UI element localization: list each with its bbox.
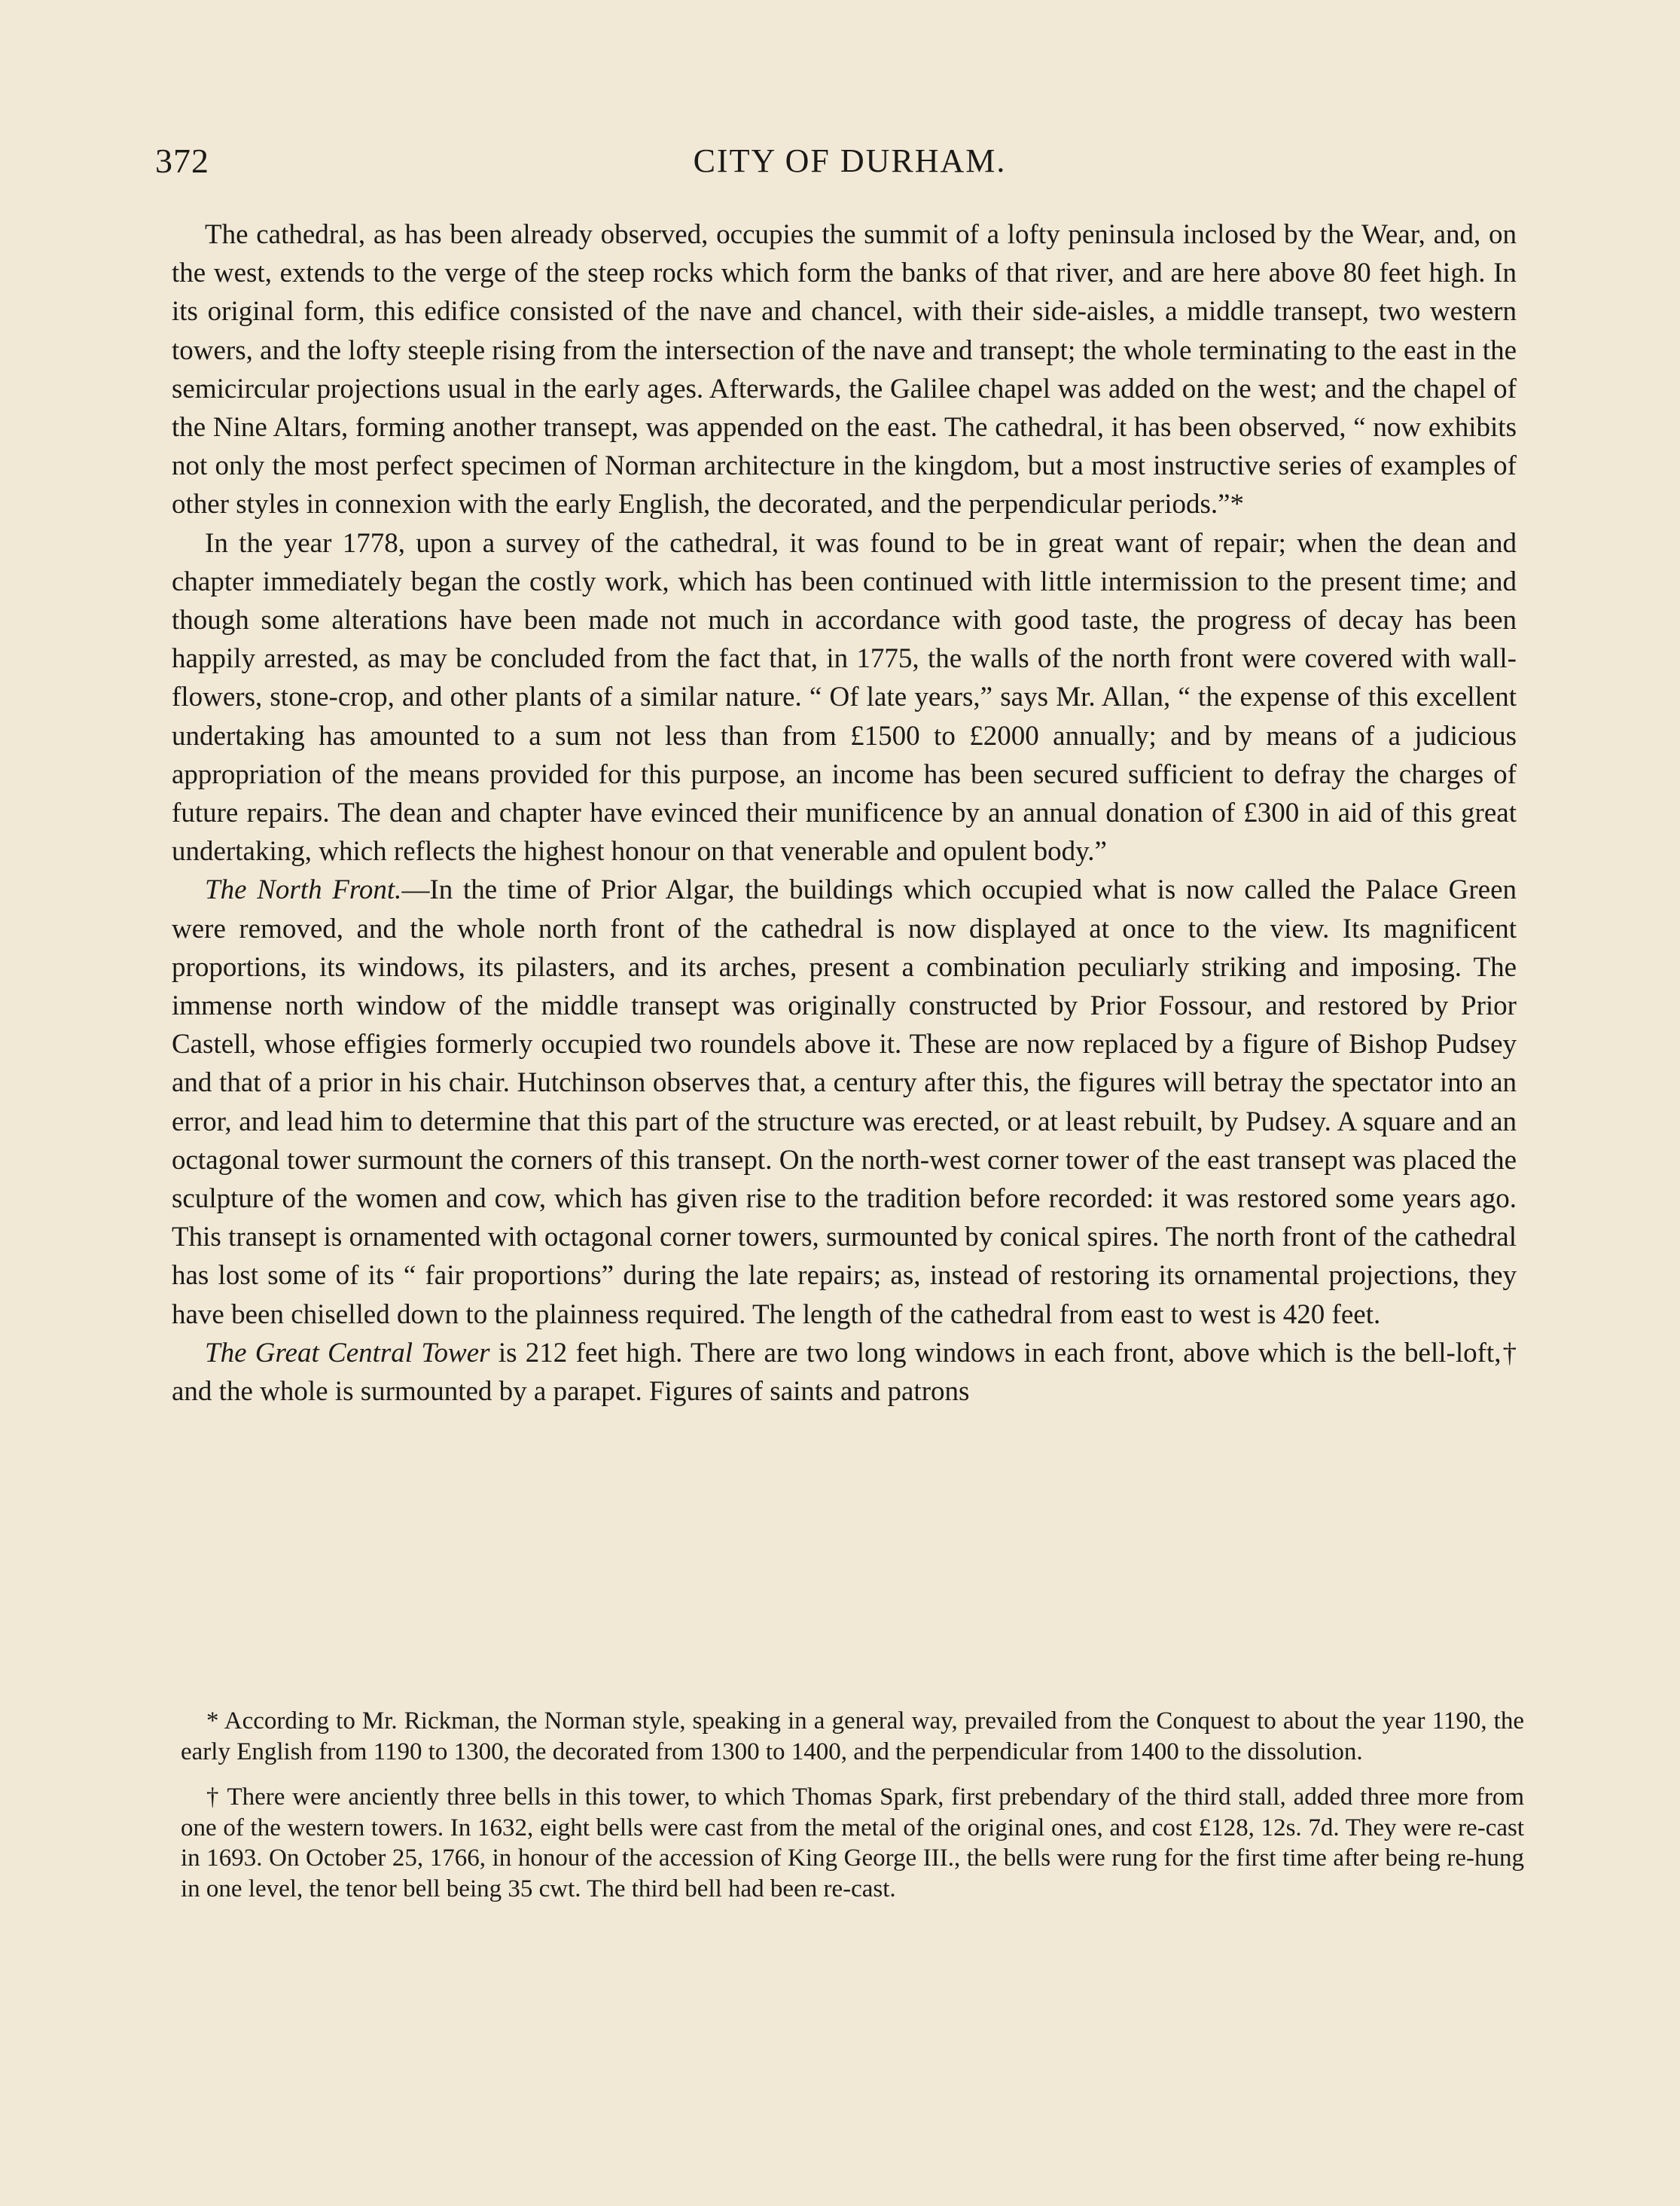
paragraph-repairs: In the year 1778, upon a survey of the cathedral, it was found to be in great want of repair; when the dean and chapter immediately began the costly work, which has been continued with little intermission to the present time; and though some alterations have been made not much in accordance with good taste, the progress of decay has been happily arrested, as may be concluded from the fact that, in 1775, the walls of the north front were covered with wall-flowers, stone-crop, and other plants of a similar nature. “ Of late years,” says Mr. Allan, “ the expense of this excellent undertaking has amounted to a sum not less than from £1500 to £2000 annually; and by means of a judicious appropriation of the means provided for this purpose, an income has been secured sufficient to defray the charges of future repairs. The dean and chapter have evinced their munificence by an annual donation of £300 in aid of this great undertaking, which reflects the highest honour on that venerable and opulent body.” (172, 527, 1517, 868)
north-front-heading: The North Front. (205, 874, 402, 906)
footnote-rickman: * According to Mr. Rickman, the Norman style, speaking in a general way, prevailed from the Conquest to about the year 1190, the early English from 1190 to 1300, the decorated from 1300 to 1400, and the perpendicular from 1400 to the dissolution. (181, 1707, 1524, 1765)
paragraph-cathedral-description: The cathedral, as has been already observed, occupies the summit of a lofty peninsula inclosed by the Wear, and, on the west, extends to the verge of the steep rocks which form the banks of that river, and are here above 80 feet high. In its original form, this edifice consisted of the nave and chancel, with their side-aisles, a middle transept, two western towers, and the lofty steeple rising from the intersection of the nave and transept; the whole terminating to the east in the semicircular projections usual in the early ages. Afterwards, the Galilee chapel was added on the west; and the chapel of the Nine Altars, forming another transept, was appended on the east. The cathedral, it has been observed, “ now exhibits not only the most perfect specimen of Norman architecture in the kingdom, but a most instructive series of examples of other styles in connexion with the early English, the decorated, and the perpendicular periods.”* (172, 219, 1517, 520)
paragraph-north-front (172, 871, 1517, 1333)
running-title: CITY OF DURHAM. (693, 142, 1007, 179)
page-number: 372 (155, 142, 209, 180)
north-front-text: —In the time of Prior Algar, the buildings which occupied what is now called the Palace Green were removed, and the whole north front of the cathedral is now displayed at once to the view. Its magnificent proportions, its windows, its pilasters, and its arches, present a combination peculiarly striking and imposing. The immense north window of the middle transept was originally constructed by Prior Fossour, and restored by Prior Castell, whose effigies formerly occupied two roundels above it. These are now replaced by a figure of Bishop Pudsey and that of a prior in his chair. Hutchinson observes that, a century after this, the figures will betray the spectator into an error, and lead him to determine that this part of the structure was erected, or at least rebuilt, by Pudsey. A square and an octagonal tower surmount the corners of this transept. On the north-west corner tower of the east transept was placed the sculpture of the women and cow, which has given rise to the tradition before recorded: it was restored some years ago. This transept is ornamented with octagonal corner towers, surmounted by conical spires. The north front of the cathedral has lost some of its “ fair proportions” during the late repairs; as, instead of restoring its ornamental projections, they have been chiselled down to the plainness required. The length of the cathedral from east to west is 420 feet. (172, 874, 1517, 1330)
footnotes (181, 1706, 1524, 1919)
footnote-bells: † There were anciently three bells in this tower, to which Thomas Spark, first prebendary of the third stall, added three more from one of the western towers. In 1632, eight bells were cast from the metal of the original ones, and cost £128, 12s. 7d. They were re-cast in 1693. On October 25, 1766, in honour of the accession of King George III., the bells were rung for the first time after being re-hung in one level, the tenor bell being 35 cwt. The third bell had been re-cast. (181, 1783, 1524, 1902)
running-head (0, 139, 1680, 184)
central-tower-heading: The Great Central Tower (205, 1337, 490, 1368)
main-text (172, 215, 1517, 1411)
paragraph-central-tower (172, 1334, 1517, 1411)
central-tower-text: is 212 feet high. There are two long windows in each front, above which is the bell-loft,† and the whole is surmounted by a parapet. Figures of saints and patrons (172, 1337, 1517, 1408)
